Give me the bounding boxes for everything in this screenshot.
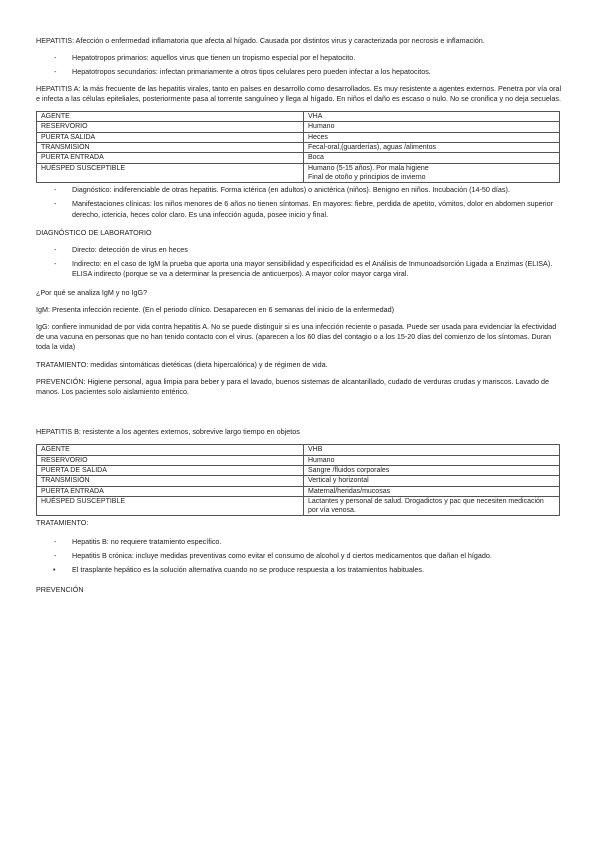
table-row (37, 112, 560, 122)
table-cell-value: Fecal-oral,(guarderías), aguas /alimentos (304, 142, 560, 152)
igg-paragraph: IgG: confiere inmunidad de por vida contra hepatitis A. No se puede distinguir si es una infección reciente o pasada. Puede ser usada para evidenciar la efectividad de una vacuna en personas que no han tenido contacto con el virus. (aparecen a los 60 días del contagio o a los 15-20 días del comienzo de los síntomas. Duran toda la vida) (36, 321, 557, 352)
table-cell-label: TRANSMISIÓN (37, 142, 304, 152)
table-row (37, 476, 560, 486)
table-cell-label: PUERTA DE SALIDA (37, 465, 304, 475)
list-item: - Hepatitis B crónica: incluye medidas preventivas como evitar el consumo de alcohol y d ciertos medicamentos que dañan el hígado. (36, 551, 564, 561)
table-cell-label: AGENTE (37, 445, 304, 455)
list-item: - Indirecto: en el caso de IgM la prueba que aporta una mayor sensibilidad y especificidad es el Análisis de Inmunoadsorción Ligada a Enzimas (ELISA). ELISA indirecto (porque se va a determinar la presencia de anticuerpos). A mayor color mayor carga viral. (36, 259, 564, 279)
table-cell-value: VHA (304, 112, 560, 122)
table-row (37, 122, 560, 132)
treatment-b-bullet-list (36, 565, 564, 575)
hepatitis-b-intro: HEPATITIS B: resistente a los agentes externos, sobrevive largo tiempo en objetos (36, 427, 300, 437)
hepatitis-a-table (36, 111, 560, 183)
table-cell-value: Maternal/heridas/mucosas (304, 486, 560, 496)
prevention-a-paragraph: PREVENCIÓN: Higiene personal, agua limpia para beber y para el lavado, buenos sistemas de alcantarillado, cudado de verduras crudas y mariscos. Lavado de manos. Los pacientes solo aislamiento entérico. (36, 376, 549, 396)
table-cell-value: Vertical y horizontal (304, 476, 560, 486)
table-cell-label: AGENTE (37, 112, 304, 122)
table-cell-value: Humano (5-15 años). Por mala higiene Final de otoño y principios de invierno (304, 163, 560, 183)
table-cell-value: Heces (304, 132, 560, 142)
table-row (37, 465, 560, 475)
table-row (37, 445, 560, 455)
table-cell-value: Humano (304, 122, 560, 132)
table-row (37, 142, 560, 152)
treatment-b-list (36, 537, 564, 561)
table-cell-label: HUÉSPED SUSCEPTIBLE (37, 496, 304, 516)
question-heading: ¿Por qué se analiza IgM y no IgG? (36, 287, 148, 297)
hepatitis-b-table (36, 444, 560, 516)
table-cell-label: RESERVORIO (37, 455, 304, 465)
list-item: • El trasplante hepático es la solución alternativa cuando no se produce respuesta a los tratamientos habituales. (36, 565, 564, 575)
list-item: - Hepatotropos secundarios: infectan primariamente a otros tipos celulares pero pueden infectar a los hepatocitos. (36, 67, 564, 77)
treatment-a-paragraph: TRATAMIENTO: medidas sintomáticas dietéticas (dieta hipercalórica) y de régimen de vida. (36, 359, 328, 369)
table-cell-label: PUERTA ENTRADA (37, 153, 304, 163)
table-cell-label: HUÉSPED SUSCEPTIBLE (37, 163, 304, 183)
hepatitis-a-intro: HEPATITIS A: la más frecuente de las hepatitis virales, tanto en países en desarrollo como desarrollados. Es muy resistente a agentes externos. Penetra por vía oral e infecta a las células epiteliales, posteriormente pasa al torrente sanguíneo y llega al hígado. En niños el daño es escaso o nulo. No se cronifica y no deja secuelas. (36, 83, 562, 103)
table-row (37, 163, 560, 183)
table-row (37, 153, 560, 163)
table-cell-value: VHB (304, 445, 560, 455)
table-cell-value: Boca (304, 153, 560, 163)
table-cell-value: Humano (304, 455, 560, 465)
igm-paragraph: IgM: Presenta infección reciente. (En el periodo clínico. Desaparecen en 6 semanas del inicio de la enfermedad) (36, 304, 394, 314)
list-item: - Hepatotropos primarios: aquellos virus que tienen un tropismo especial por el hepatocito. (36, 53, 564, 63)
table-row (37, 132, 560, 142)
hepatotropos-list (36, 53, 564, 77)
table-cell-label: RESERVORIO (37, 122, 304, 132)
table-row (37, 455, 560, 465)
table-cell-value: Sangre /fluidos corporales (304, 465, 560, 475)
table-cell-label: PUERTA ENTRADA (37, 486, 304, 496)
table-cell-label: TRANSMISIÓN (37, 476, 304, 486)
treatment-b-title: TRATAMIENTO: (36, 518, 89, 528)
lab-diagnosis-title: DIAGNÓSTICO DE LABORATORIO (36, 227, 152, 237)
list-item: - Hepatitis B: no requiere tratamiento específico. (36, 537, 564, 547)
prevention-b-title: PREVENCIÓN (36, 585, 84, 595)
section-spacer (36, 404, 564, 427)
table-row (37, 486, 560, 496)
table-cell-value: Lactantes y personal de salud. Drogadictos y pac que necesiten medicación por vía venosa. (304, 496, 560, 516)
table-cell-label: PUERTA SALIDA (37, 132, 304, 142)
document-page (36, 36, 564, 602)
list-item: - Manifestaciones clínicas: los niños menores de 6 años no tienen síntomas. En mayores: fiebre, perdida de apetito, vómitos, dolor en abdomen superior derecho, ictericia, heces color claro. Es una infección aguda, posee inicio y final. (36, 199, 564, 219)
list-item: - Diagnóstico: indiferenciable de otras hepatitis. Forma ictérica (en adultos) o anictérica (niños). Benigno en niños. Incubación (14-50 días). (36, 185, 564, 195)
table-row (37, 496, 560, 516)
intro-paragraph: HEPATITIS: Afección o enfermedad inflamatoria que afecta al hígado. Causada por distintos virus y caracterizada por necrosis e inflamación. (36, 36, 485, 45)
lab-diagnosis-list (36, 245, 564, 280)
hepatitis-a-list (36, 185, 564, 220)
list-item: - Directo: detección de virus en heces (36, 245, 564, 255)
